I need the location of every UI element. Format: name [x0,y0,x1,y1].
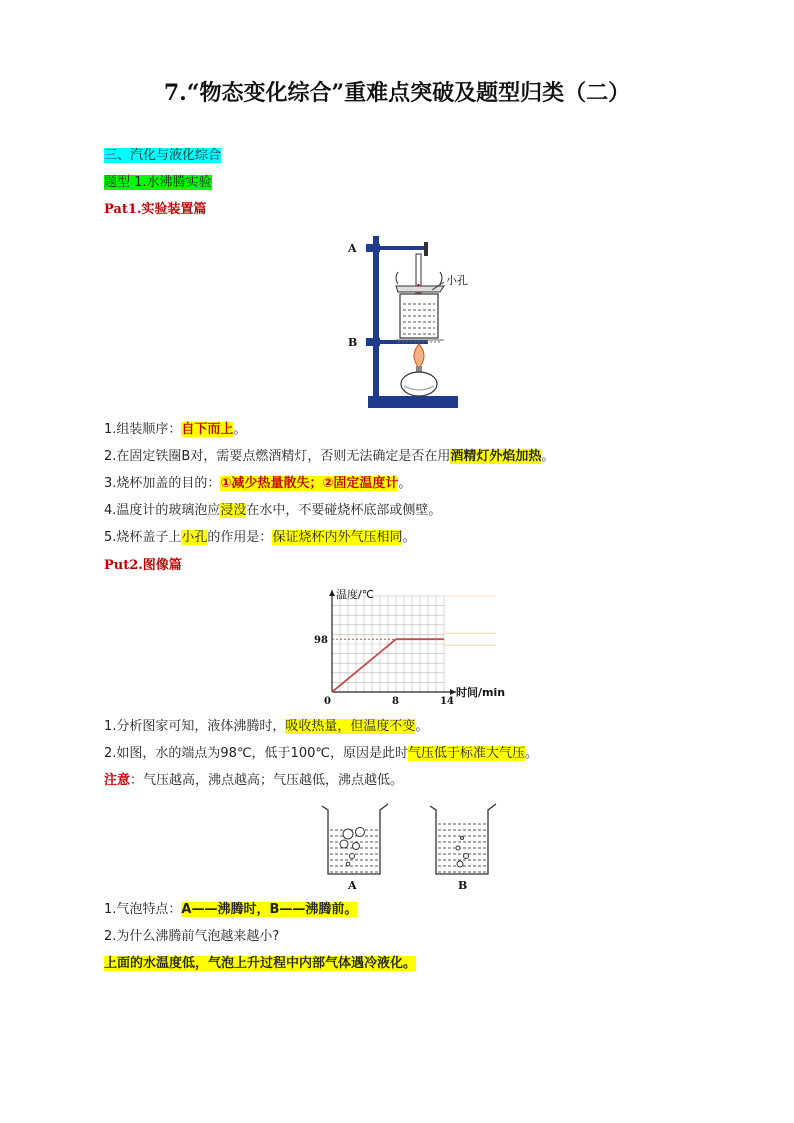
note-line [104,771,403,791]
temperature-chart [306,584,518,706]
beaker-label-a: A [348,879,357,892]
beaker-label-b: B [458,879,468,892]
note-label: 注意 [104,773,131,788]
label-hole: 小孔 [446,274,468,287]
beakers-figure [312,800,512,894]
stand-base [368,396,458,408]
bubble-question-2: 2.为什么沸腾前气泡越来越小? [104,929,280,944]
part1-item-1: 1.组装顺序：自下而上。 [104,422,247,437]
part1-item-3: 3.烧杯加盖的目的：①减少热量散失；②固定温度计。 [104,476,412,491]
bubble-answer: 上面的水温度低，气泡上升过程中内部气体遇冷液化。 [104,956,417,971]
x-tick-label: 8 [392,696,399,706]
part2-item-1: 1.分析图家可知，液体沸腾时，吸收热量，但温度不变。 [104,719,429,734]
y-axis-label: 温度/℃ [336,588,375,601]
part1-heading: Pat1.实验装置篇 [104,202,207,217]
apparatus-figure [340,228,480,414]
y-axis-arrow [329,590,335,596]
part1-item-2: 2.在固定铁圈B对，需要点燃酒精灯，否则无法确定是否在用酒精灯外焰加热。 [104,449,555,464]
beaker-a [322,804,388,874]
part2-heading: Put2.图像篇 [104,558,182,573]
x-axis-label: 时间/min [456,686,506,699]
topic-label: 1.水沸腾实验 [134,175,212,190]
alcohol-lamp [401,372,437,396]
x-tick-label: 14 [440,696,454,706]
part2-item-2: 2.如图，水的端点为98℃，低于100℃，原因是此时气压低于标准大气压。 [104,746,538,761]
y-tick-label: 98 [314,635,328,647]
section-heading: 三、汽化与液化综合 [104,148,222,163]
x-tick-label: 0 [324,696,331,706]
note-text: ：气压越高，沸点越高；气压越低，沸点越低。 [130,773,404,788]
label-b: B [348,336,358,349]
stand-pole [373,236,379,398]
page-title: 7.“物态变化综合”重难点突破及题型归类（二） [163,80,631,106]
clamp-a [378,246,426,250]
bubble-question-1: 1.气泡特点：A——沸腾时，B——沸腾前。 [104,902,358,917]
label-a: A [348,242,357,255]
topic-heading [104,175,212,190]
part1-item-5: 5.烧杯盖子上小孔的作用是：保证烧杯内外气压相同。 [104,530,416,545]
part1-item-4: 4.温度计的玻璃泡应浸没在水中，不要碰烧杯底部或侧壁。 [104,503,442,518]
topic-prefix: 题型 [104,175,131,190]
beaker-b [430,804,496,874]
flame [414,344,424,368]
